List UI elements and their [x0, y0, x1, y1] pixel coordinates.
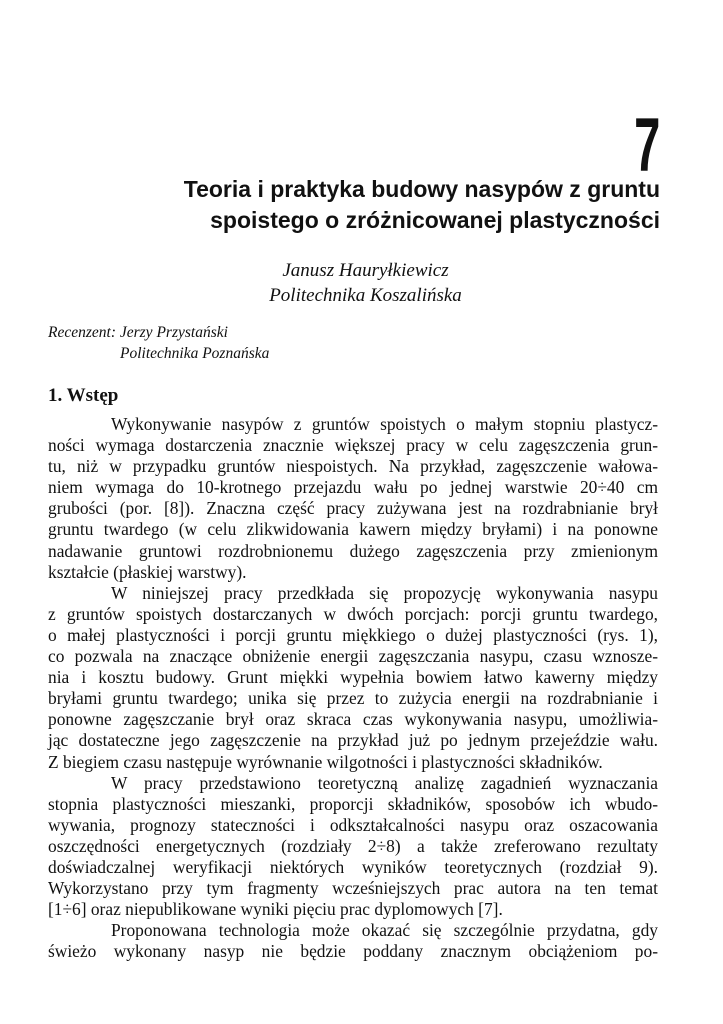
body-line: gruntu twardego (w celu zlikwidowania kawern między bryłami) i na ponowne	[48, 519, 658, 540]
body-line: kształcie (płaskiej warstwy).	[48, 561, 247, 582]
body-line: wywania, prognozy stateczności i odkształcalności nasypu oraz oszacowania	[48, 814, 658, 835]
body-line: jąc dostateczne jego zagęszczenie na przykład już po jednym przejeździe wału.	[48, 730, 658, 751]
body-line: Z biegiem czasu następuje wyrównanie wilgotności i plastyczności składników.	[48, 751, 603, 772]
body-line: Proponowana technologia może okazać się szczególnie przydatna, gdy	[111, 920, 658, 941]
reviewer-name: Recenzent: Jerzy Przystański	[48, 324, 228, 341]
body-line: Wykorzystano przy tym fragmenty wcześniejszych prac autora na ten temat	[48, 878, 658, 899]
chapter-title-line: spoistego o zróżnicowanej plastyczności	[210, 207, 660, 233]
body-line: tu, niż w przypadku gruntów niespoistych. Na przykład, zagęszczenie wałowa-	[48, 456, 658, 477]
body-line: o małej plastyczności i porcji gruntu miękkiego o dużej plastyczności (rys. 1),	[48, 624, 658, 645]
body-line: grubości (por. [8]). Znaczna część pracy zużywana jest na rozdrabnianie brył	[48, 498, 658, 519]
body-line: świeżo wykonany nasyp nie będzie poddany znacznym obciążeniom po-	[48, 941, 658, 962]
body-line: co pozwala na znaczące obniżenie energii zagęszczania nasypu, czasu wznosze-	[48, 646, 658, 667]
body-line: ności wymaga dostarczenia znacznie większej pracy w celu zagęszczenia grun-	[48, 435, 658, 456]
body-line: W niniejszej pracy przedkłada się propozycję wykonywania nasypu	[111, 582, 658, 603]
body-line: stopnia plastyczności mieszanki, proporcji składników, sposobów ich wbudo-	[48, 793, 658, 814]
author-block	[0, 258, 723, 308]
reviewer-affiliation: Politechnika Poznańska	[120, 345, 270, 362]
body-line: nadawanie gruntowi rozdrobnionemu dużego zagęszczenia przy zmienionym	[48, 540, 658, 561]
chapter-title-line: Teoria i praktyka budowy nasypów z gruntu	[183, 176, 660, 202]
body-text	[48, 414, 658, 962]
author-affiliation: Politechnika Koszalińska	[269, 285, 462, 306]
chapter-title	[60, 174, 660, 236]
body-line: ponowne zagęszczanie brył oraz skraca czas wykonywania nasypu, umożliwia-	[48, 709, 658, 730]
body-line: niem wymaga do 10-krotnego przejazdu wału po jednej warstwie 20÷40 cm	[48, 477, 658, 498]
body-line: nia i kosztu budowy. Grunt miękki wypełnia bowiem łatwo kawerny między	[48, 667, 658, 688]
body-line: oszczędności energetycznych (rozdziały 2÷8) a także zreferowano rezultaty	[48, 835, 658, 856]
author-name: Janusz Hauryłkiewicz	[282, 260, 449, 281]
section-heading: 1. Wstęp	[48, 385, 119, 406]
body-line: doświadczalnej weryfikacji niektórych wyników teoretycznych (rozdział 9).	[48, 856, 658, 877]
body-line: bryłami gruntu twardego; unika się przez to zużycia energii na rozdrabnianie i	[48, 688, 658, 709]
body-line: [1÷6] oraz niepublikowane wyniki pięciu prac dyplomowych [7].	[48, 899, 503, 920]
reviewer-block	[48, 322, 269, 364]
body-line: Wykonywanie nasypów z gruntów spoistych o małym stopniu plastycz-	[111, 414, 658, 434]
chapter-number: 7	[633, 103, 660, 188]
body-line: W pracy przedstawiono teoretyczną analizę zagadnień wyznaczania	[111, 772, 658, 793]
body-line: z gruntów spoistych dostarczanych w dwóch porcjach: porcji gruntu twardego,	[48, 603, 658, 624]
